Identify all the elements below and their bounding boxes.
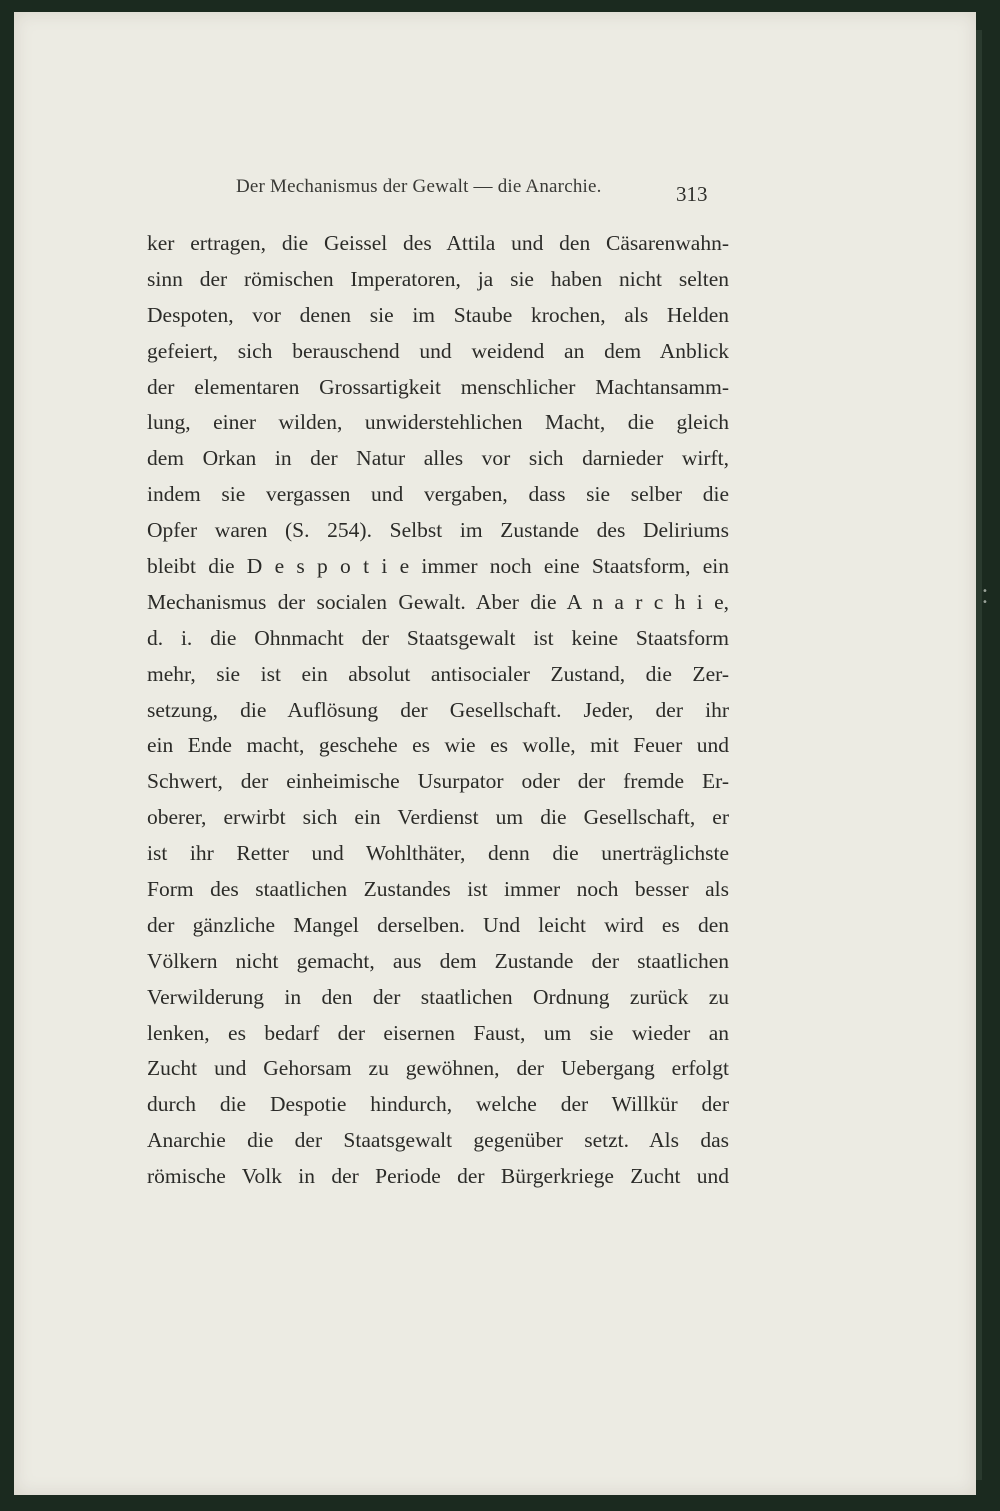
text-line-18: ist ihr Retter und Wohlthäter, denn die unerträglichste [147,841,729,866]
text-line-1: ker ertragen, die Geissel des Attila und den Cäsarenwahn- [147,231,729,255]
text-line-13: mehr, sie ist ein absolut antisocialer Zustand, die Zer- [147,661,729,686]
text-line-11: Mechanismus der socialen Gewalt. Aber die A n a r c h i e, [147,589,729,614]
text-line-17: oberer, erwirbt sich ein Verdienst um die Gesellschaft, er [147,805,729,830]
text-line-14: setzung, die Auflösung der Gesellschaft. Jeder, der ihr [147,697,729,722]
running-head: Der Mechanismus der Gewalt — die Anarchie. [236,176,602,197]
page-edge-shadow [976,30,982,1480]
text-line-25: durch die Despotie hindurch, welche der Willkür der [147,1092,729,1117]
text-line-6: lung, einer wilden, unwiderstehlichen Macht, die gleich [147,410,729,435]
text-line-4: gefeiert, sich berauschend und weidend an dem Anblick [147,338,729,363]
text-line-5: der elementaren Grossartigkeit menschlicher Machtansamm- [147,374,729,399]
text-line-23: lenken, es bedarf der eisernen Faust, um sie wieder an [147,1020,729,1045]
text-line-26: Anarchie die der Staatsgewalt gegenüber setzt. Als das [147,1128,729,1153]
text-line-21: Völkern nicht gemacht, aus dem Zustande der staatlichen [147,948,729,973]
text-line-24: Zucht und Gehorsam zu gewöhnen, der Uebergang erfolgt [147,1056,729,1081]
page-number: 313 [676,182,708,206]
text-line-22: Verwilderung in den der staatlichen Ordnung zurück zu [147,984,729,1009]
text-line-12: d. i. die Ohnmacht der Staatsgewalt ist keine Staatsform [147,625,729,650]
body-text [147,226,729,1195]
text-line-16: Schwert, der einheimische Usurpator oder der fremde Er- [147,769,729,794]
text-line-8: indem sie vergassen und vergaben, dass sie selber die [147,482,729,507]
text-line-10: bleibt die D e s p o t i e immer noch eine Staatsform, ein [147,554,729,579]
text-line-7: dem Orkan in der Natur alles vor sich darnieder wirft, [147,446,729,471]
text-line-2: sinn der römischen Imperatoren, ja sie haben nicht selten [147,266,729,291]
text-line-20: der gänzliche Mangel derselben. Und leicht wird es den [147,912,729,937]
text-line-15: ein Ende macht, geschehe es wie es wolle, mit Feuer und [147,733,729,758]
text-line-3: Despoten, vor denen sie im Staube krochen, als Helden [147,302,729,327]
edge-dots-decoration: • • [982,586,991,608]
text-line-27: römische Volk in der Periode der Bürgerkriege Zucht und [147,1164,729,1189]
text-line-19: Form des staatlichen Zustandes ist immer noch besser als [147,877,729,902]
text-line-9: Opfer waren (S. 254). Selbst im Zustande des Deliriums [147,518,729,543]
